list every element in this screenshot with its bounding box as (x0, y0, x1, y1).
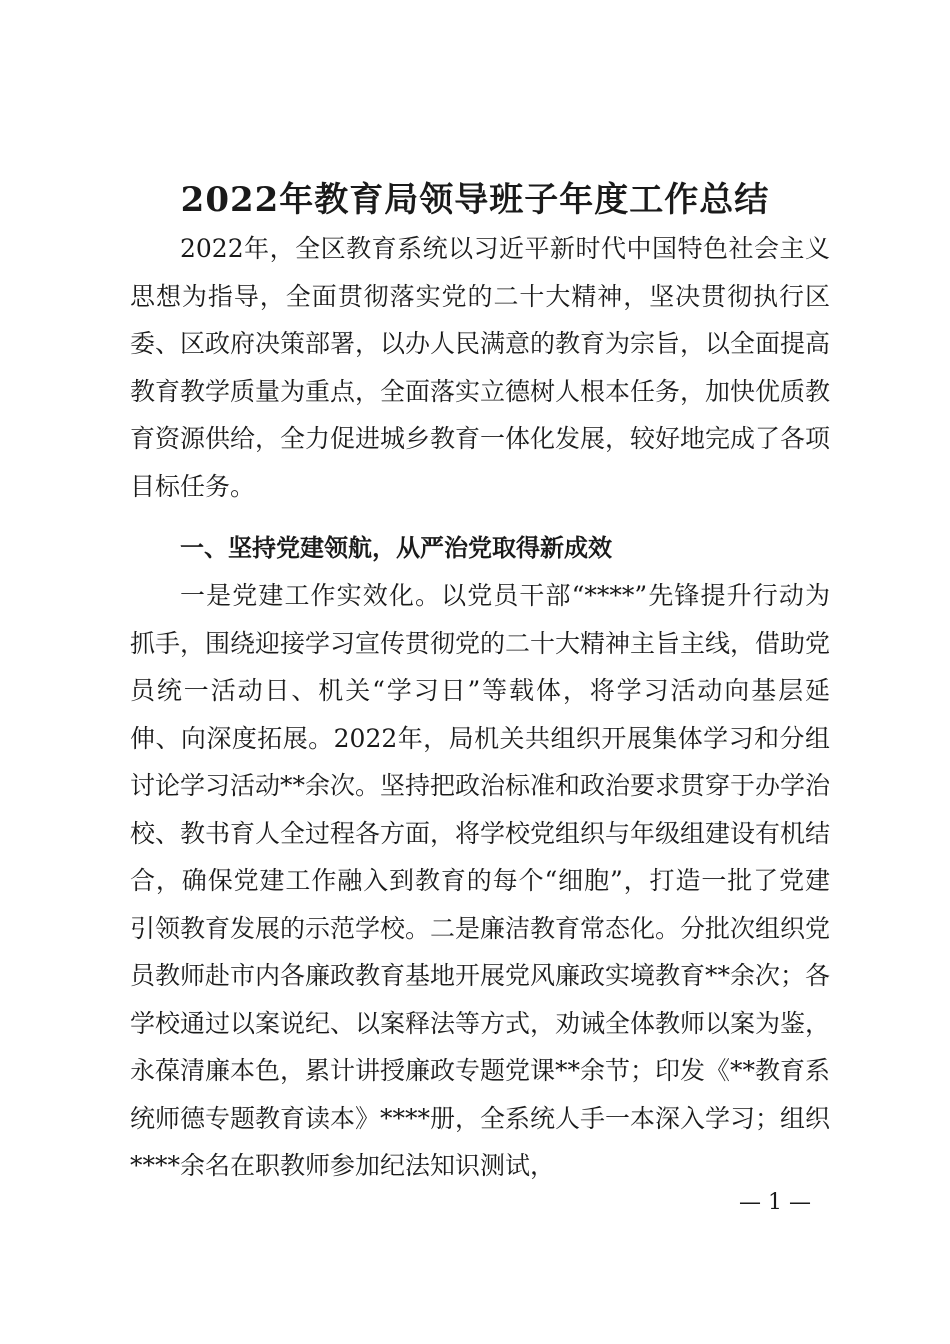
section-heading: 一、坚持党建领航，从严治党取得新成效 (180, 534, 612, 562)
page-number: — 1 — (739, 1190, 811, 1215)
section-paragraph: 一是党建工作实效化。以党员干部“****”先锋提升行动为抓手，围绕迎接学习宣传贯彻党的二十大精神主旨主线，借助党员统一活动日、机关“学习日”等载体，将学习活动向基层延伸、向深度拓展。2022年，局机关共组织开展集体学习和分组讨论学习活动**余次。坚持把政治标准和政治要求贯穿于办学治校、教书育人全过程各方面，将学校党组织与年级组建设有机结合，确保党建工作融入到教育的每个“细胞”，打造一批了党建引领教育发展的示范学校。二是廉洁教育常态化。分批次组织党员教师赴市内各廉政教育基地开展党风廉政实境教育**余次；各学校通过以案说纪、以案释法等方式，劝诫全体教师以案为鉴，永葆清廉本色，累计讲授廉政专题党课**余节；印发《**教育系统师德专题教育读本》****册，全系统人手一本深入学习；组织****余名在职教师参加纪法知识测试， (130, 581, 831, 1180)
document-title: 2022年教育局领导班子年度工作总结 (180, 180, 770, 220)
intro-paragraph: 2022年，全区教育系统以习近平新时代中国特色社会主义思想为指导，全面贯彻落实党的二十大精神，坚决贯彻执行区委、区政府决策部署，以办人民满意的教育为宗旨，以全面提高教育教学质量为重点，全面落实立德树人根本任务，加快优质教育资源供给，全力促进城乡教育一体化发展，较好地完成了各项目标任务。 (130, 234, 831, 501)
